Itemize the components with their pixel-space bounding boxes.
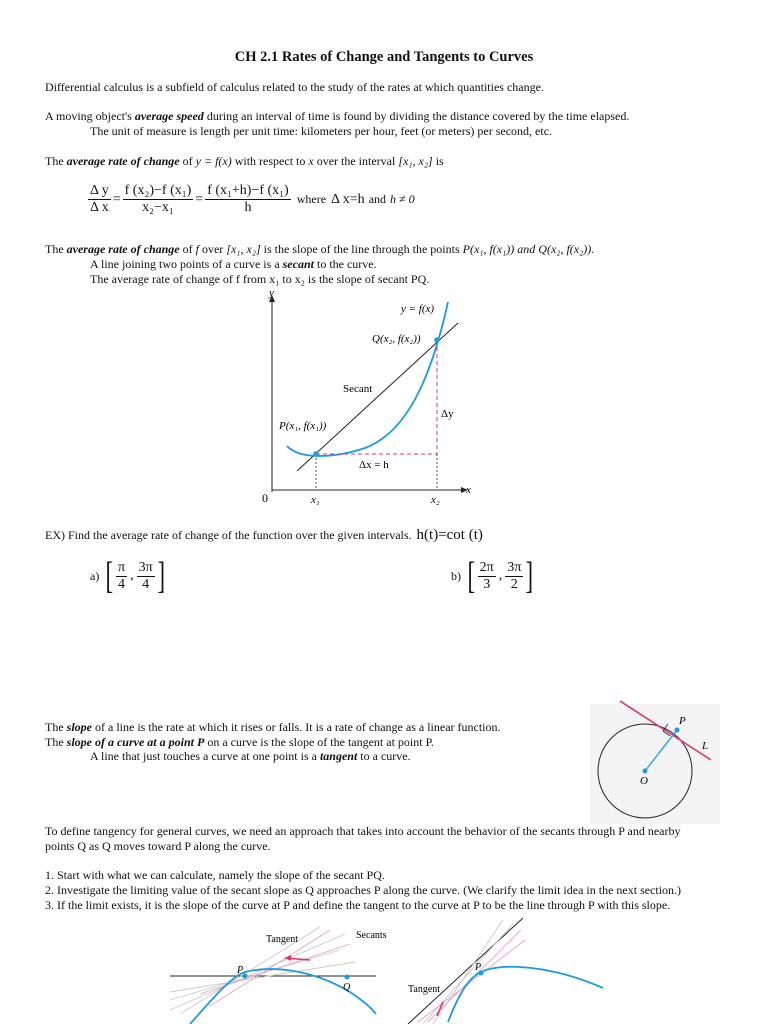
- difference-quotient-1: [123, 183, 194, 216]
- sp-interval: [x₁, x₂]: [226, 242, 261, 256]
- units-text: The unit of measure is length per unit time: kilometers per hour, feet (or meters) per second, etc.: [90, 124, 553, 138]
- interval-b-label: b): [451, 568, 461, 583]
- l-label: L: [702, 740, 709, 752]
- slope-line2: [45, 735, 434, 750]
- den2: h: [244, 200, 252, 215]
- secant-lines: [423, 920, 513, 1024]
- avg-rate-fx: y = f(x): [195, 154, 232, 168]
- example-prompt: EX) Find the average rate of change of the function over the given intervals.: [45, 528, 412, 542]
- intro-text: Differential calculus is a subfield of calculus related to the study of the rates at which quantities change.: [45, 80, 544, 94]
- avg-rate-interval: [x₁, x₂]: [398, 154, 433, 168]
- tangent-line: [408, 918, 523, 1024]
- p-label: P: [475, 962, 482, 973]
- q-label: Q(x₂, f(x₂)): [372, 333, 421, 345]
- avg-rate-formula: $\frac{\text{Δ y}}{\text{Δ x}}$ = $\frac{\text{f (x₂)−f (x₁)}}{\text{x₂−x₁}}$ = $\frac{\text{f (x₁+h)−f (x₁)}}{h}$ where Δ x=h and h ≠ 0: [90, 183, 415, 215]
- point-q: [434, 337, 440, 343]
- tangency-line2: points Q as Q moves toward P along the curve.: [45, 839, 271, 853]
- where-word: where: [296, 192, 327, 206]
- o-label: O: [640, 775, 648, 787]
- b-num2: 3π: [507, 559, 522, 575]
- sl2-pre: The: [45, 735, 67, 749]
- dx: Δ x: [90, 200, 109, 215]
- sl1-post: of a line is the rate at which it rises or falls. It is a rate of change as a linear function.: [92, 720, 501, 734]
- secants-approach-figure: [170, 922, 387, 1024]
- secant-para-line3: The average rate of change of f from x₁ to x₂ is the slope of secant PQ.: [90, 272, 430, 286]
- step-3: 3. If the limit exists, it is the slope of the curve at P and define the tangent to the curve at P to be the line through P with this slope.: [45, 898, 671, 912]
- b-den1: 3: [483, 576, 491, 592]
- interval-a-label: a): [90, 568, 100, 583]
- p-label: P(x₁, f(x₁)): [279, 420, 327, 432]
- circle-tangent-figure: [590, 704, 720, 824]
- point-p: [675, 728, 680, 733]
- pink-secants: [418, 930, 525, 1022]
- avg-rate-mid1: of: [179, 154, 196, 168]
- avg-rate-text: [45, 154, 444, 169]
- secant-lines: [170, 927, 355, 1014]
- num2: f (x₁+h)−f (x₁): [207, 183, 289, 198]
- p-label: P: [679, 715, 686, 727]
- sp-l2-pre: A line joining two points of a curve is a: [90, 257, 283, 271]
- slope-line1: [45, 720, 501, 735]
- avg-rate-mid2: with respect to: [231, 154, 309, 168]
- avg-speed-term: average speed: [134, 109, 204, 123]
- tangent-limit-figure: [403, 916, 603, 1024]
- step-1: 1. Start with what we can calculate, namely the slope of the secant PQ.: [45, 868, 385, 882]
- secants-label: Secants: [356, 930, 387, 941]
- point-p: [313, 451, 319, 457]
- sp-secant: secant: [282, 257, 314, 271]
- avg-speed-text: [45, 109, 629, 124]
- sl3-post: to a curve.: [357, 749, 411, 763]
- sp-pre: The: [45, 242, 67, 256]
- h-not-zero: h ≠ 0: [390, 192, 415, 206]
- x1-label: x₁: [311, 494, 320, 506]
- avg-rate-post: is: [432, 154, 444, 168]
- p-label: P: [237, 965, 244, 976]
- q-label: Q: [343, 982, 351, 993]
- dx-equals-h: Δ x=h: [331, 191, 365, 207]
- sp-term: average rate of change: [66, 242, 180, 256]
- difference-quotient-2: [205, 183, 291, 216]
- example-line: [45, 528, 483, 543]
- point-p: [243, 974, 248, 979]
- sl3-term: tangent: [319, 749, 358, 763]
- figure-background: [590, 704, 720, 824]
- a-num2: 3π: [138, 559, 153, 575]
- sp-points: P(x₁, f(x₁)) and Q(x₂, f(x₂)).: [462, 242, 595, 256]
- sp-mid1: of: [179, 242, 196, 256]
- slope-line3: [90, 749, 411, 764]
- sl1-pre: The: [45, 720, 67, 734]
- num1: f (x₂)−f (x₁): [124, 183, 192, 198]
- secant-para-line1: [45, 242, 594, 257]
- den1: x₂−x₁: [142, 200, 174, 215]
- b-den2: 2: [510, 576, 518, 592]
- secant-graph: [255, 288, 480, 510]
- sl2-post: on a curve is the slope of the tangent at point P.: [204, 735, 434, 749]
- sp-mid2: over: [198, 242, 227, 256]
- avg-speed-post: during an interval of time is found by dividing the distance covered by the time elapsed.: [203, 109, 630, 123]
- dy: Δ y: [90, 183, 109, 198]
- dx-label: Δx = h: [359, 459, 389, 471]
- avg-rate-pre: The: [45, 154, 67, 168]
- avg-speed-pre: A moving object's: [45, 109, 135, 123]
- and-word: and: [368, 192, 387, 206]
- a-num1: π: [117, 559, 126, 575]
- secant-label: Secant: [343, 383, 373, 395]
- center-o: [643, 769, 648, 774]
- dy-dx-fraction: [88, 183, 111, 216]
- x-axis-label: x: [466, 484, 471, 496]
- x2-label: x₂: [431, 494, 440, 506]
- example-function: h(t)=cot (t): [416, 527, 483, 543]
- sp-f: f: [195, 242, 199, 256]
- sl1-term: slope: [66, 720, 92, 734]
- curve-fx: [287, 302, 448, 456]
- interval-a: a) [ $\frac{\pi}{4}$ , $\frac{3\pi}{4}$ ]: [90, 555, 165, 597]
- b-num1: 2π: [479, 559, 494, 575]
- a-den1: 4: [118, 576, 126, 592]
- secant-line: [297, 323, 458, 471]
- sl2-term: slope of a curve at a point P: [66, 735, 205, 749]
- page-title: CH 2.1 Rates of Change and Tangents to Curves: [234, 49, 534, 65]
- point-q: [345, 975, 350, 980]
- step-2: 2. Investigate the limiting value of the secant slope as Q approaches P along the curve. (We clarify the limit idea in the next section.): [45, 883, 682, 897]
- avg-rate-mid3: over the interval: [313, 154, 399, 168]
- a-den2: 4: [142, 576, 150, 592]
- interval-b: b) [ $\frac{2\pi}{3}$ , $\frac{3\pi}{2}$ ]: [451, 555, 534, 597]
- avg-rate-x: x: [308, 154, 314, 168]
- origin-label: 0: [262, 491, 268, 505]
- sp-l2-post: to the curve.: [313, 257, 377, 271]
- sp-mid3: is the slope of the line through the points: [260, 242, 463, 256]
- tangent-label: Tangent: [408, 984, 441, 995]
- secant-para-line2: [90, 257, 377, 272]
- y-axis-label: y: [269, 287, 274, 299]
- avg-rate-term: average rate of change: [66, 154, 180, 168]
- tangency-line1: To define tangency for general curves, we need an approach that takes into account the behavior of the secants through P and nearby: [45, 824, 681, 838]
- curve: [448, 967, 603, 1022]
- dy-label: Δy: [441, 408, 454, 420]
- tangent-label: Tangent: [266, 934, 299, 945]
- curve-label: y = f(x): [401, 303, 435, 315]
- sl3-pre: A line that just touches a curve at one point is a: [90, 749, 320, 763]
